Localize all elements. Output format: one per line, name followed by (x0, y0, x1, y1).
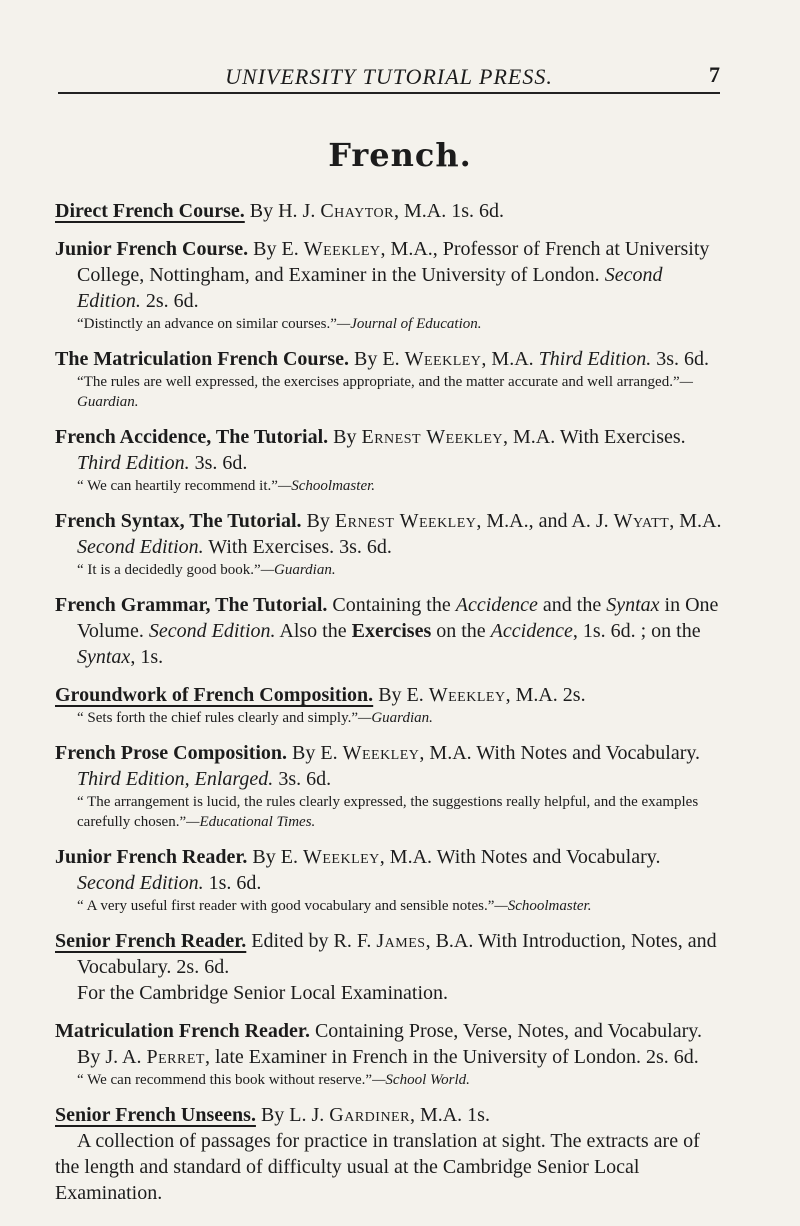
review-source: —Guardian. (260, 562, 336, 578)
entry-title: Junior French Course. (55, 238, 249, 260)
author-name: Weekley (404, 348, 482, 370)
author-name: Weekley (342, 742, 420, 764)
entry-title: French Syntax, The Tutorial. (55, 510, 302, 532)
review-source: —Guardian. (358, 710, 433, 726)
catalogue-entry (55, 346, 722, 412)
author-name: Weekley (302, 846, 380, 868)
entry-description: A collection of passages for practice in translation at sight. The extracts are of the length and standard of difficulty usual at the Cambridge Senior Local Examination. (55, 1130, 700, 1204)
edition-note: Second Edition. (77, 536, 204, 558)
edition-note: Second Edition. (148, 620, 276, 642)
review-source: —Educational Times. (186, 814, 316, 830)
entry-line: French Syntax, The Tutorial. By Ernest Weekley, M.A., and A. J. Wyatt, M.A. Second Edition. With Exercises. 3s. 6d. (55, 510, 722, 558)
section-heading: French. (328, 136, 472, 174)
entry-line: Matriculation French Reader. Containing Prose, Verse, Notes, and Vocabulary. By J. A. Perret, late Examiner in French in the University of London. 2s. 6d. (55, 1020, 702, 1068)
running-title: UNIVERSITY TUTORIAL PRESS. (225, 64, 553, 89)
review-quote: “The rules are well expressed, the exercises appropriate, and the matter accurate and well arranged.”—Guardian. (77, 374, 693, 410)
running-head (58, 62, 720, 94)
catalogue-entry (55, 844, 722, 916)
review-source: —School World. (372, 1072, 470, 1088)
entry-line: Junior French Course. By E. Weekley, M.A., Professor of French at University College, Nottingham, and Examiner in the University of London. Second Edition. 2s. 6d. (55, 238, 710, 312)
review-quote: “ We can heartily recommend it.”—Schoolmaster. (77, 478, 376, 494)
edition-note: Third Edition. (538, 348, 652, 370)
entry-title: French Accidence, The Tutorial. (55, 426, 329, 448)
author-name: Wyatt (613, 510, 670, 532)
review-quote: “ A very useful first reader with good vocabulary and sensible notes.”—Schoolmaster. (77, 898, 592, 914)
edition-note: Third Edition, Enlarged. (77, 768, 274, 790)
review-source: —Guardian. (77, 374, 693, 410)
entry-line: Groundwork of French Composition. By E. Weekley, M.A. 2s. (55, 684, 586, 706)
catalogue-entry (55, 592, 722, 670)
catalogue-list (55, 198, 722, 1218)
entry-title: French Prose Composition. (55, 742, 288, 764)
catalogue-entry (55, 682, 722, 728)
entry-title: Direct French Course. (55, 200, 245, 222)
entry-title: Matriculation French Reader. (55, 1020, 310, 1042)
edition-note: Second Edition. (77, 264, 663, 312)
review-quote: “ We can recommend this book without reserve.”—School World. (77, 1072, 470, 1088)
entry-title: Senior French Reader. (55, 930, 247, 952)
author-name: Weekley (303, 238, 381, 260)
entry-title: Groundwork of French Composition. (55, 684, 374, 706)
catalogue-entry (55, 1018, 722, 1090)
entry-note: For the Cambridge Senior Local Examination. (77, 982, 449, 1004)
entry-title: Senior French Unseens. (55, 1104, 256, 1126)
entry-line: Direct French Course. By H. J. Chaytor, M.A. 1s. 6d. (55, 200, 504, 222)
catalogue-entry (55, 236, 722, 334)
catalogue-entry (55, 740, 722, 832)
catalogue-entry (55, 424, 722, 496)
catalogue-entry (55, 928, 722, 1006)
author-name: Weekley (428, 684, 506, 706)
review-quote: “ It is a decidedly good book.”—Guardian. (77, 562, 336, 578)
author-name: Chaytor (320, 200, 394, 222)
edition-note: Third Edition. (77, 452, 190, 474)
entry-line: Senior French Reader. Edited by R. F. James, B.A. With Introduction, Notes, and Vocabulary. 2s. 6d. (55, 930, 717, 978)
entry-line: Junior French Reader. By E. Weekley, M.A. With Notes and Vocabulary. Second Edition. 1s. 6d. (55, 846, 661, 894)
catalogue-entry (55, 508, 722, 580)
author-name: Ernest Weekley (361, 426, 503, 448)
entry-subtitle: Exercises (351, 620, 432, 642)
entry-line: French Prose Composition. By E. Weekley, M.A. With Notes and Vocabulary. Third Edition, Enlarged. 3s. 6d. (55, 742, 701, 790)
entry-line: The Matriculation French Course. By E. Weekley, M.A. Third Edition. 3s. 6d. (55, 348, 710, 370)
page-number: 7 (709, 62, 720, 87)
author-name: James (376, 930, 426, 952)
review-quote: “ The arrangement is lucid, the rules clearly expressed, the suggestions really helpful, and the examples carefully chosen.”—Educational Times. (77, 794, 699, 830)
entry-title: The Matriculation French Course. (55, 348, 350, 370)
review-quote: “ Sets forth the chief rules clearly and simply.”—Guardian. (77, 710, 433, 726)
review-source: —Schoolmaster. (494, 898, 592, 914)
entry-title: French Grammar, The Tutorial. (55, 594, 328, 616)
catalogue-entry (55, 198, 722, 224)
review-source: —Schoolmaster. (277, 478, 376, 494)
entry-line: Senior French Unseens. By L. J. Gardiner, M.A. 1s. (55, 1104, 490, 1126)
entry-title: Junior French Reader. (55, 846, 248, 868)
author-name: Ernest Weekley (334, 510, 477, 532)
entry-line: French Grammar, The Tutorial. Containing the Accidence and the Syntax in One Volume. Second Edition. Also the Exercises on the Accidence, 1s. 6d. ; on the Syntax, 1s. (55, 594, 719, 668)
author-name: Gardiner (329, 1104, 410, 1126)
edition-note: Second Edition. (77, 872, 204, 894)
review-source: —Journal of Education. (336, 316, 482, 332)
review-quote: “Distinctly an advance on similar courses.”—Journal of Education. (77, 316, 482, 332)
entry-line: French Accidence, The Tutorial. By Ernest Weekley, M.A. With Exercises. Third Edition. 3s. 6d. (55, 426, 686, 474)
catalogue-entry (55, 1102, 722, 1206)
author-name: Perret (146, 1046, 205, 1068)
